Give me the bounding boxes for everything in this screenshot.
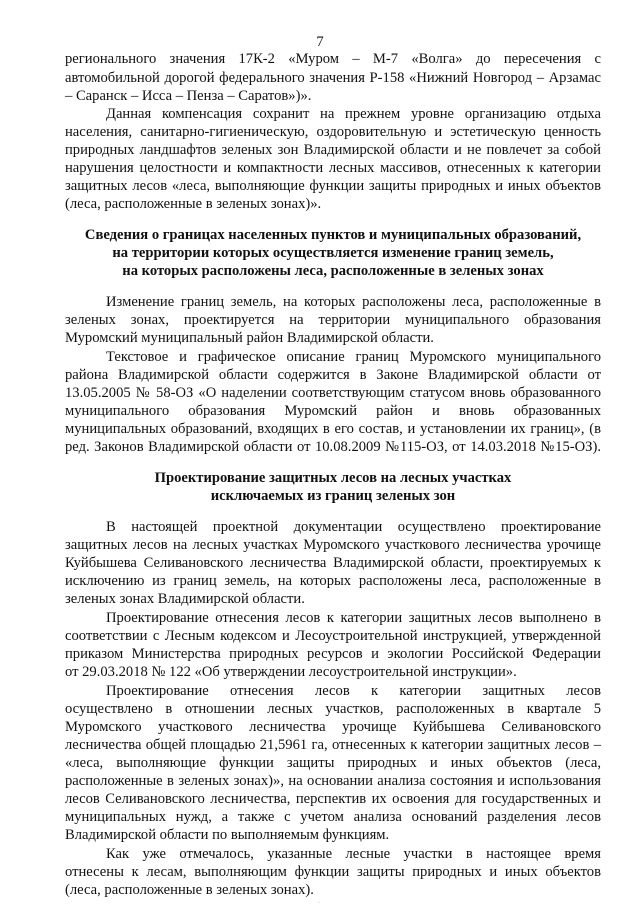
text-line: населения, санитарно-гигиеническую, оздоровительную и эстетическую ценность [65,124,601,140]
text-line: Владимирской области по выполняемым функциям. [65,827,390,843]
text-line: нарушения целостности и компактности лесных массивов, отнесенных к категории [65,160,601,176]
text-line: муниципальных образований, входящих в его состав, и установлении их границ», (в [65,421,601,437]
page-number: 7 [316,34,324,50]
text-line: защитных лесов на лесных участках Муромского участкового лесничества урочище [65,537,601,553]
text-line: 13.05.2005 № 58-ОЗ «О наделении соответствующим статусом вновь образованного [65,385,601,401]
section-heading: Проектирование защитных лесов на лесных участках [154,470,512,486]
text-line: регионального значения 17К-2 «Муром – М-7 «Волга» до пересечения с [65,51,601,67]
text-line: исключению из границ земель, на которых расположены леса, расположенные в [65,573,601,589]
text-line: отнесены к лесам, выполняющим функции защиты природных и иных объектов [65,864,601,880]
text-line: лесничества общей площадью 21,5961 га, отнесенных к категории защитных лесов – [65,737,601,753]
text-line: Куйбышева Селивановского лесничества Владимирской области, проектируемых к [65,555,601,571]
text-line: – Саранск – Исса – Пенза – Саратов»)». [65,88,312,104]
text-line: (леса, расположенные в зеленых зонах). [65,882,314,898]
section-heading: на которых расположены леса, расположенные в зеленых зонах [122,263,544,279]
section-heading: на территории которых осуществляется изменение границ земель, [112,245,554,261]
text-line: природных ландшафтов зеленых зон Владимирской области и не повлечет за собой [65,142,601,158]
paragraph-first-line: Изменение границ земель, на которых расположены леса, расположенные в [106,294,601,310]
section-heading: Сведения о границах населенных пунктов и муниципальных образований, [84,227,582,243]
text-line: приказом Министерства природных ресурсов и экологии Российской Федерации [65,646,601,662]
paragraph-first-line: Проектирование отнесения лесов к категории защитных лесов выполнено в [106,610,601,626]
paragraph-first-line: Текстовое и графическое описание границ Муромского муниципального [106,349,601,365]
text-line: расположенные в зеленых зонах)», на основании анализа состояния и использования [65,773,601,789]
text-line: (леса, расположенные в зеленых зонах)». [65,196,322,212]
paragraph-first-line: Данная компенсация сохранит на прежнем уровне организацию отдыха [106,106,601,122]
text-line: зеленых зонах, проектируется на территории муниципального образования [65,312,601,328]
paragraph-first-line: Как уже отмечалось, указанные лесные участки в настоящее время [106,846,601,862]
paragraph-first-line: Проектирование отнесения лесов к категории защитных лесов [106,683,601,699]
text-line: защитных лесов «леса, выполняющие функции защиты природных и иных объектов [65,178,601,194]
text-line: автомобильной дорогой федерального значения Р-158 «Нижний Новгород – Арзамас [65,70,601,86]
text-line: осуществлено в отношении лесных участков, расположенных в квартале 5 [65,701,601,717]
text-line: зеленых зонах Владимирской области. [65,591,305,607]
text-line: «леса, выполняющие функции защиты природных и иных объектов (леса, [65,755,601,771]
scan-mark: · [318,900,320,906]
text-line: лесов Селивановского лесничества, перспектив их освоения для государственных и [65,791,601,807]
text-line: Муромского участкового лесничества урочище Куйбышева Селивановского [65,719,601,735]
text-line: от 29.03.2018 № 122 «Об утверждении лесоустроительной инструкции». [65,664,517,680]
text-line: муниципальных нужд, а также с учетом анализа оснований разделения лесов [65,809,601,825]
section-heading: исключаемых из границ зеленых зон [210,488,456,504]
text-line: района Владимирской области содержится в Законе Владимирской области от [65,367,601,383]
paragraph-first-line: В настоящей проектной документации осуществлено проектирование [106,519,601,535]
text-line: Муромский муниципальный район Владимирской области. [65,330,434,346]
text-line: муниципального образования Муромский район и вновь образованных [65,403,601,419]
text-line: соответствии с Лесным кодексом и Лесоустроительной инструкцией, утвержденной [65,628,601,644]
text-line: ред. Законов Владимирской области от 10.08.2009 №115-ОЗ, от 14.03.2018 №15-ОЗ). [65,439,601,455]
